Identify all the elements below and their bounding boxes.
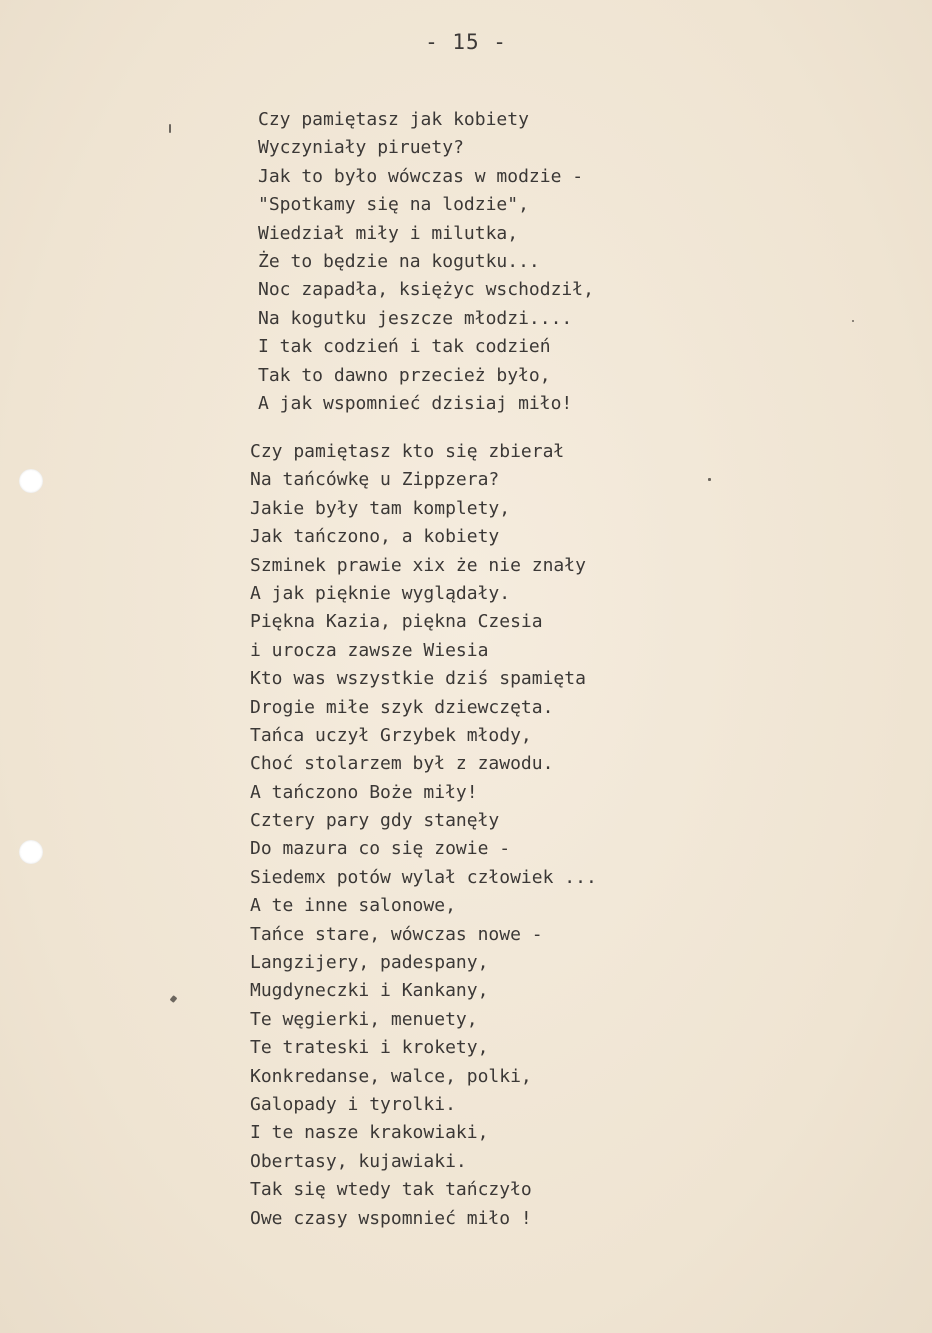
- poem-line: A jak wspomnieć dzisiaj miło!: [258, 392, 573, 414]
- poem-line: Na kogutku jeszcze młodzi....: [258, 307, 573, 329]
- poem-line: Wiedział miły i milutka,: [258, 222, 519, 244]
- paper-speck: [708, 478, 711, 481]
- poem-line: I te nasze krakowiaki,: [250, 1122, 489, 1144]
- paper-speck: [852, 320, 854, 322]
- poem-line: Cztery pary gdy stanęły: [250, 810, 500, 832]
- poem-line: Galopady i tyrolki.: [250, 1093, 456, 1115]
- poem-line: Tak to dawno przecież było,: [258, 364, 551, 386]
- poem-line: Tańce stare, wówczas nowe -: [250, 923, 543, 945]
- punch-hole-bottom: [19, 840, 43, 864]
- poem-line: Czy pamiętasz kto się zbierał: [250, 441, 565, 462]
- poem-line: Że to będzie na kogutku...: [258, 250, 540, 272]
- poem-line: Jakie były tam komplety,: [250, 497, 511, 519]
- poem-line: Drogie miłe szyk dziewczęta.: [250, 696, 554, 718]
- poem-line: A jak pięknie wyglądały.: [250, 582, 511, 604]
- poem-line: A tańczono Boże miły!: [250, 781, 478, 803]
- poem-line: I tak codzień i tak codzień: [258, 336, 551, 358]
- page-number: - 15 -: [425, 30, 507, 54]
- poem-line: Na tańcówkę u Zippzera?: [250, 469, 500, 491]
- poem-line: Choć stolarzem był z zawodu.: [250, 753, 554, 775]
- poem-line: "Spotkamy się na lodzie",: [258, 194, 529, 216]
- poem-line: i urocza zawsze Wiesia: [250, 639, 489, 661]
- punch-hole-top: [19, 469, 43, 493]
- poem-line: Langzijery, padespany,: [250, 952, 489, 974]
- poem-line: Do mazura co się zowie -: [250, 838, 511, 860]
- poem-line: Konkredanse, walce, polki,: [250, 1065, 532, 1087]
- poem-line: Wyczyniały piruety?: [258, 137, 464, 159]
- poem-line: Jak to było wówczas w modzie -: [258, 165, 584, 187]
- paper-speck: [170, 995, 178, 1003]
- poem-line: Kto was wszystkie dziś spamięta: [250, 668, 586, 690]
- stanza-2: [250, 438, 597, 1233]
- poem-line: Szminek prawie xix że nie znały: [250, 554, 586, 576]
- poem-line: Te trateski i krokety,: [250, 1037, 489, 1059]
- poem-line: A te inne salonowe,: [250, 895, 456, 917]
- paper-speck: [169, 124, 171, 133]
- poem-line: Siedemx potów wylał człowiek ...: [250, 866, 597, 888]
- poem-line: Noc zapadła, księżyc wschodził,: [258, 279, 594, 301]
- poem-line: Piękna Kazia, piękna Czesia: [250, 611, 543, 633]
- poem-line: Mugdyneczki i Kankany,: [250, 980, 489, 1002]
- poem-line: Owe czasy wspomnieć miło !: [250, 1207, 532, 1229]
- poem-line: Tańca uczył Grzybek młody,: [250, 724, 532, 746]
- poem-line: Czy pamiętasz jak kobiety: [258, 109, 529, 130]
- poem-line: Jak tańczono, a kobiety: [250, 526, 500, 548]
- stanza-1: [258, 106, 594, 418]
- poem-line: Obertasy, kujawiaki.: [250, 1150, 467, 1172]
- poem-line: Te węgierki, menuety,: [250, 1008, 478, 1030]
- poem-line: Tak się wtedy tak tańczyło: [250, 1179, 532, 1201]
